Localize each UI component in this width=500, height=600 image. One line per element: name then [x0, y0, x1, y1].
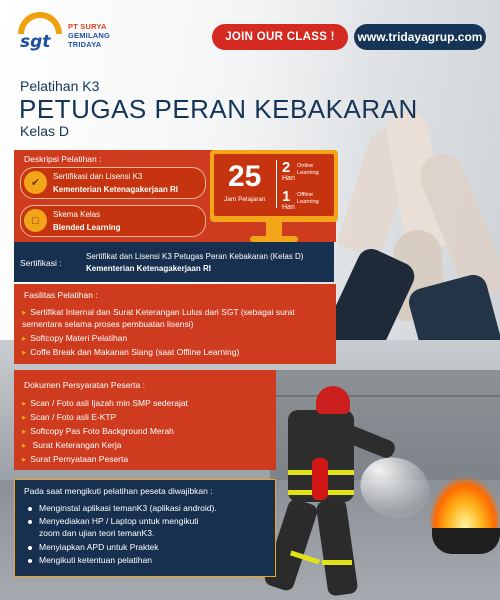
list-item: [22, 333, 127, 344]
list-item: [39, 528, 154, 539]
reflective-stripe: [322, 560, 352, 565]
certification-label: Sertifikasi :: [20, 258, 62, 268]
list-item-text: Menginstal aplikasi temanK3 (aplikasi android).: [39, 503, 217, 513]
list-item-text: Softcopy Pas Foto Background Merah: [30, 426, 174, 436]
firefighter-helmet: [316, 386, 350, 414]
pill-line: Skema Kelas: [53, 210, 101, 219]
class-scheme-pill: [20, 205, 206, 237]
logo-mark: sgt: [20, 32, 51, 52]
bullet-icon: ▸: [22, 412, 27, 422]
list-item: [28, 503, 217, 514]
bullet-icon: [28, 520, 32, 524]
offline-label-line: Offline: [297, 192, 314, 198]
list-item: [22, 347, 239, 358]
certification-pill: [20, 167, 206, 199]
description-title: Deskripsi Pelatihan :: [24, 154, 102, 164]
class-level: Kelas D: [20, 123, 70, 139]
list-item-text: sementara selama proses pembuatan lisensi): [22, 319, 194, 329]
hours-value: 25: [228, 160, 262, 193]
company-logo: [18, 12, 138, 56]
bullet-icon: ▸: [22, 333, 27, 343]
list-item-text: Menyiapkan APD untuk Praktek: [39, 542, 159, 552]
list-item-text: Surat Keterangan Kerja: [30, 440, 122, 450]
fire-pan: [432, 528, 500, 554]
list-item: [22, 440, 121, 451]
company-name-line: GEMILANG: [68, 31, 111, 40]
bullet-icon: [28, 559, 32, 563]
list-item-text: Sertifikat Internal dan Surat Keterangan Lulus dari SGT (sebagai surat: [30, 307, 295, 317]
online-days-value: 2: [282, 159, 291, 176]
list-item-text: zoom dan ujian teori temanK3.: [39, 528, 155, 538]
online-label-line: Online: [297, 163, 314, 169]
bullet-icon: ▸: [22, 454, 27, 464]
list-item: [22, 319, 194, 330]
certification-text: Sertifikat dan Lisensi K3 Petugas Peran Kebakaran (Kelas D): [86, 252, 304, 261]
fire-extinguisher: [312, 458, 328, 500]
list-item: [22, 398, 188, 409]
pill-line-bold: Kementerian Ketenagakerjaan RI: [53, 185, 178, 194]
obligations-title: Pada saat mengikuti pelatihan peseta diwajibkan :: [24, 486, 213, 496]
list-item: [28, 516, 199, 527]
list-item: [22, 412, 116, 423]
website-link[interactable]: www.tridayagrup.com: [354, 24, 486, 50]
bullet-icon: [28, 507, 32, 511]
list-item: [22, 454, 128, 465]
certification-issuer: Kementerian Ketenagakerjaan RI: [86, 264, 211, 273]
list-item-text: Coffe Break dan Makanan Siang (saat Offline Learning): [30, 347, 240, 357]
bullet-icon: ▸: [22, 307, 27, 317]
company-name-line: PT SURYA: [68, 22, 107, 31]
offline-learning-label: [297, 192, 319, 206]
offline-days-value: 1: [282, 188, 291, 205]
online-label-line: Learning: [297, 170, 319, 176]
join-class-button[interactable]: JOIN OUR CLASS !: [212, 24, 348, 50]
documents-title: Dokumen Persyaratan Peserta :: [24, 380, 145, 390]
pre-title: Pelatihan K3: [20, 78, 100, 94]
list-item-text: Scan / Foto asli E-KTP: [30, 412, 117, 422]
list-item-text: Scan / Foto asli Ijazah min SMP sederajat: [30, 398, 188, 408]
pill-line-bold: Blended Learning: [53, 223, 121, 232]
page-title: PETUGAS PERAN KEBAKARAN: [19, 94, 418, 124]
list-item: [28, 542, 159, 553]
company-name: [68, 22, 110, 49]
online-learning-label: [297, 163, 319, 177]
pill-line: Sertifikasi dan Lisensi K3: [53, 172, 143, 181]
offline-label-line: Learning: [297, 199, 319, 205]
company-name-line: TRIDAYA: [68, 40, 102, 49]
bullet-icon: ▸: [22, 426, 27, 436]
monitor-stand: [266, 222, 282, 236]
book-icon: □: [24, 209, 47, 232]
divider: [276, 160, 277, 208]
bullet-icon: ▸: [22, 347, 27, 357]
facilities-title: Fasilitas Pelatihan :: [24, 290, 98, 300]
list-item-text: Mengikuti ketentuan pelatihan: [39, 555, 152, 565]
bullet-icon: ▸: [22, 440, 27, 450]
list-item: [22, 307, 295, 318]
sun-arc-icon: [18, 12, 62, 34]
bullet-icon: [28, 546, 32, 550]
hours-label: Jam Pelajaran: [224, 196, 266, 203]
certification-panel: [14, 242, 334, 282]
list-item: [22, 426, 174, 437]
certificate-icon: ✔: [24, 171, 47, 194]
list-item: [28, 555, 152, 566]
offline-days-unit: Hari: [282, 204, 295, 211]
list-item-text: Menyediakan HP / Laptop untuk mengikuti: [39, 516, 199, 526]
list-item-text: Surat Pernyataan Peserta: [30, 454, 129, 464]
bullet-icon: ▸: [22, 398, 27, 408]
wall-rail: [270, 395, 500, 397]
list-item-text: Softcopy Materi Pelatihan: [30, 333, 128, 343]
online-days-unit: Hari: [282, 175, 295, 182]
